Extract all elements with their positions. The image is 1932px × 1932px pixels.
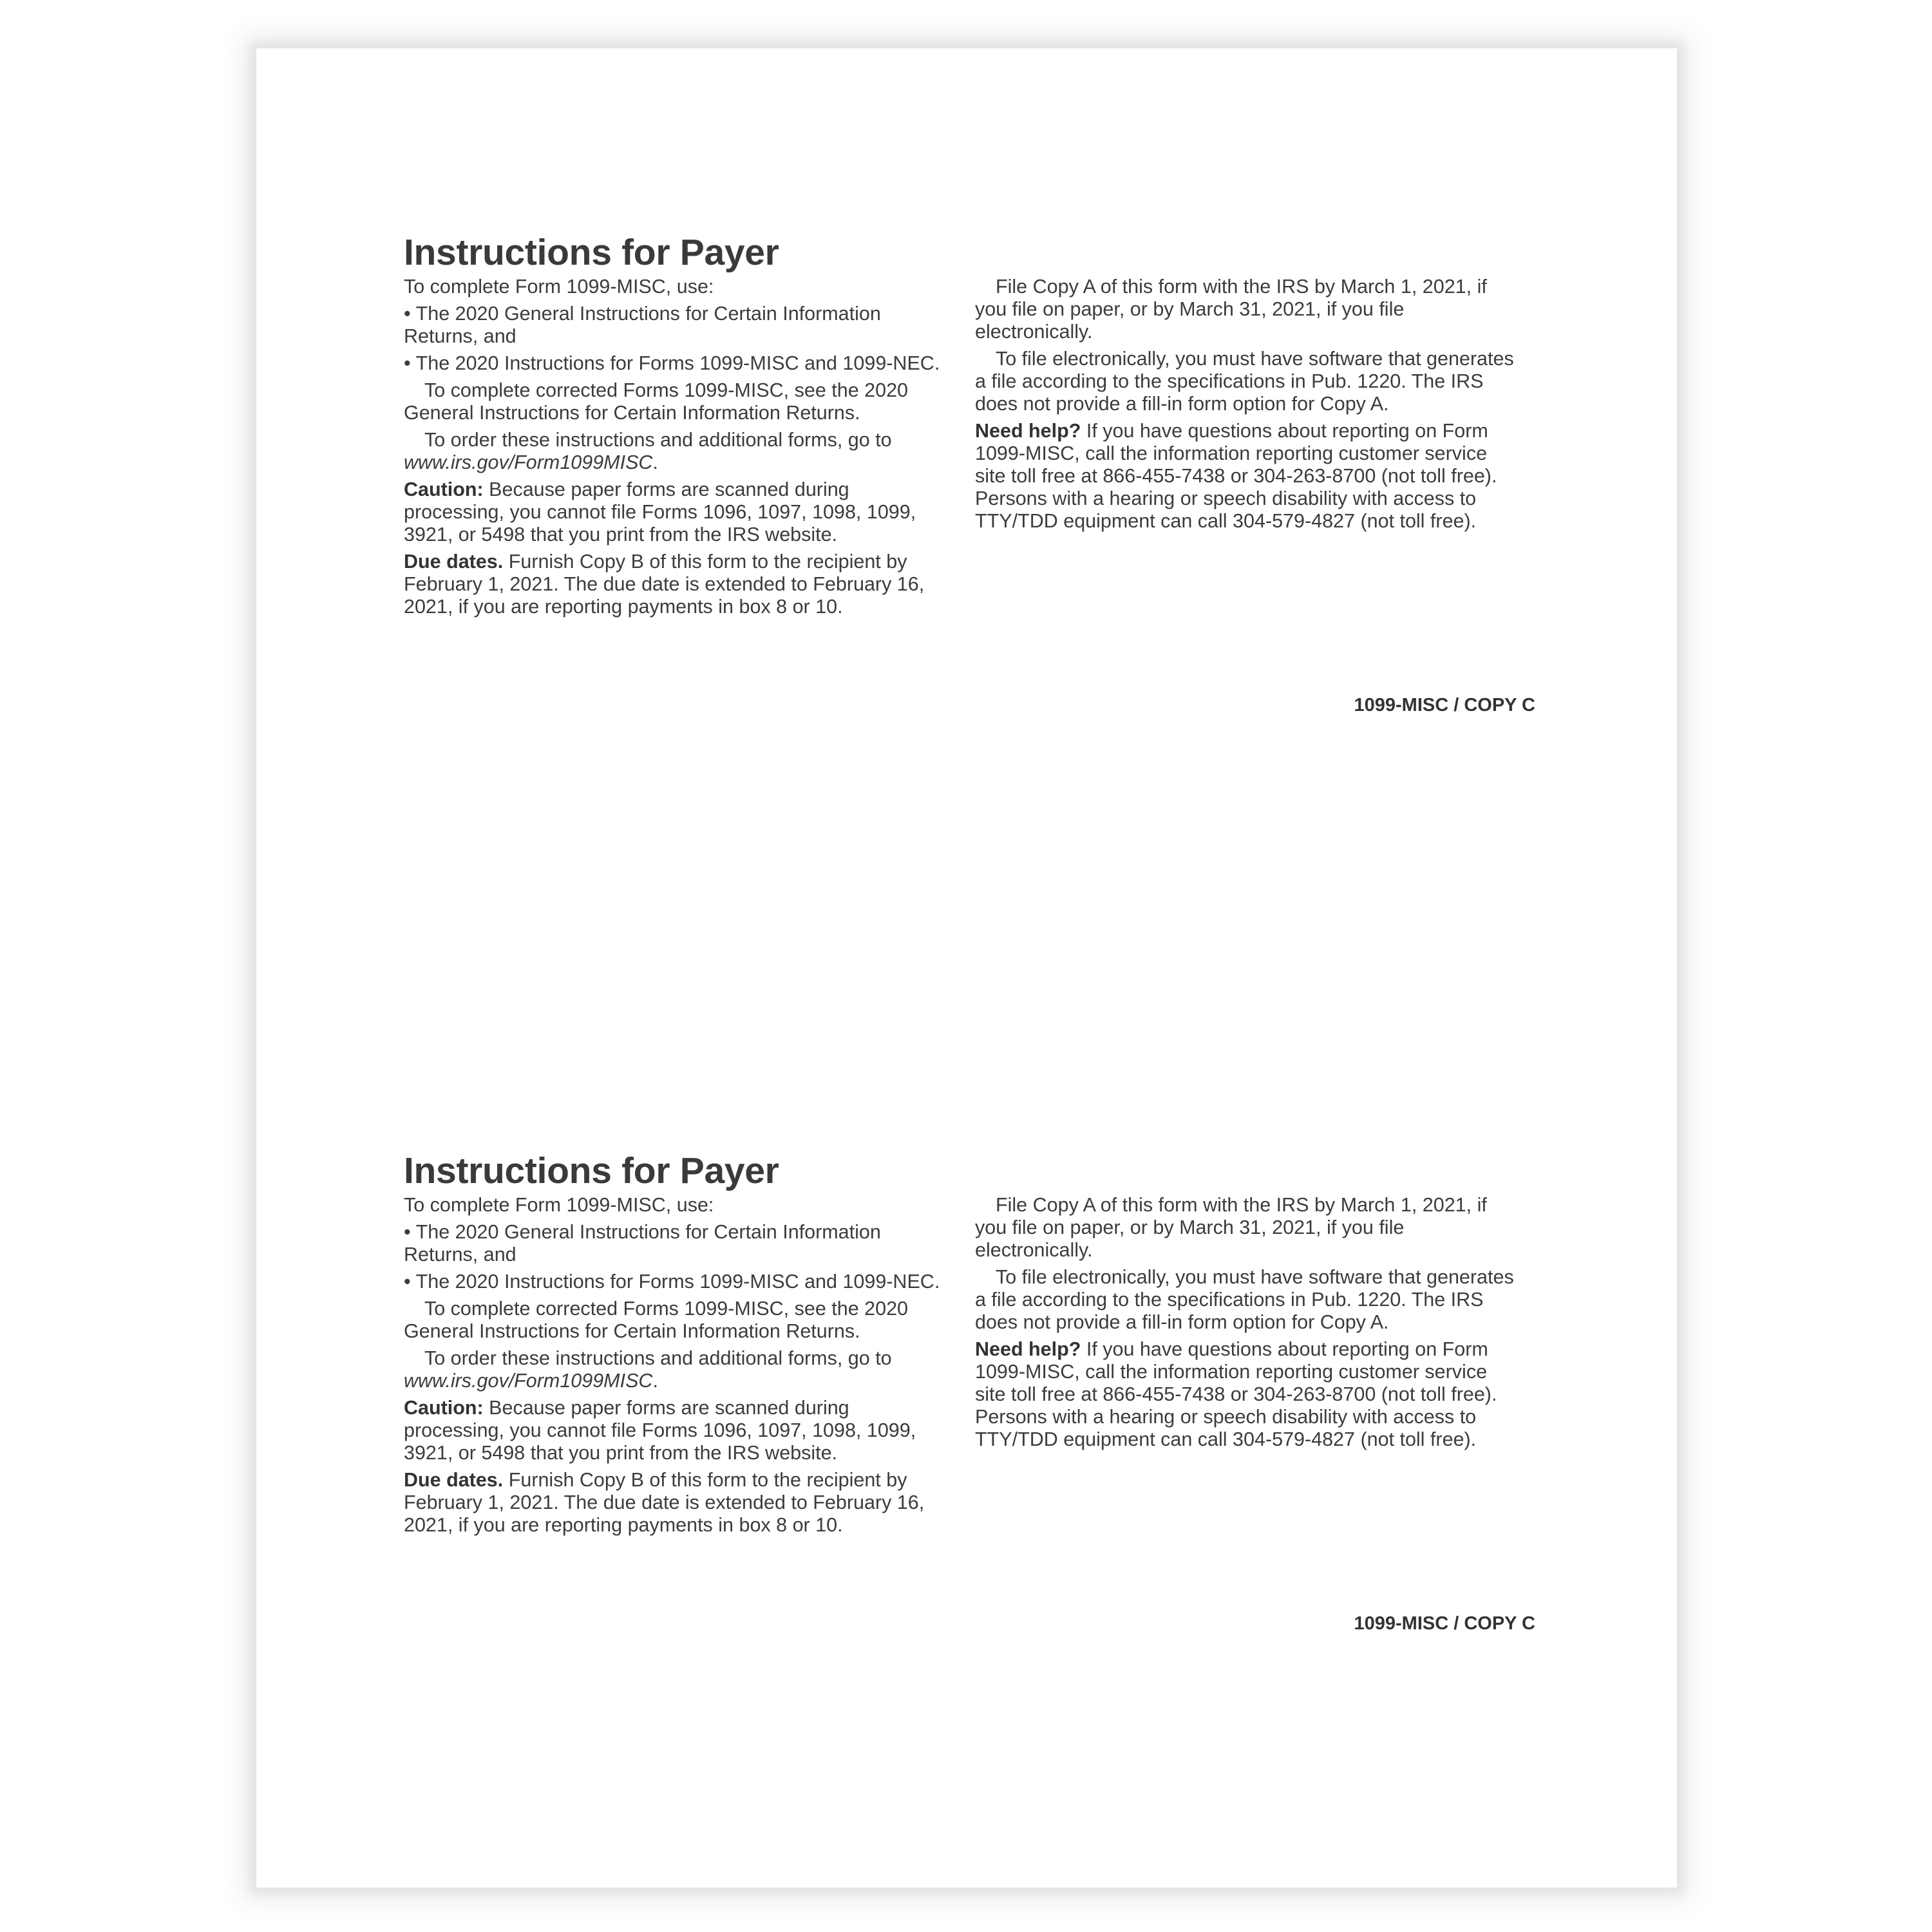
intro-text: To complete Form 1099-MISC, use:: [404, 1194, 714, 1216]
right-column: [975, 1194, 1522, 1455]
bullet-general-instructions: • The 2020 General Instructions for Certain Information Returns, and: [404, 303, 881, 347]
electronic-filing-text: To file electronically, you must have software that generates a file according to the specifications in Pub. 1220. The IRS does not provide a fill-in form option for Copy A.: [975, 348, 1514, 415]
caution-text: Because paper forms are scanned during processing, you cannot file Forms 1096, 1097, 1098, 1099, 3921, or 5498 that you print from the IRS website.: [404, 478, 916, 545]
caution-paragraph: [404, 1397, 951, 1464]
corrected-forms-text: To complete corrected Forms 1099-MISC, see the 2020 General Instructions for Certain Information Returns.: [404, 379, 908, 424]
copy-label: 1099-MISC / COPY C: [1354, 1613, 1535, 1634]
irs-url: www.irs.gov/Form1099MISC: [404, 451, 653, 473]
page-title: Instructions for Payer: [404, 232, 779, 273]
copy-label: 1099-MISC / COPY C: [1354, 695, 1535, 715]
file-copy-a-text: File Copy A of this form with the IRS by March 1, 2021, if you file on paper, or by March 31, 2021, if you file electronically.: [975, 1194, 1487, 1261]
electronic-filing-text: To file electronically, you must have software that generates a file according to the specifications in Pub. 1220. The IRS does not provide a fill-in form option for Copy A.: [975, 1266, 1514, 1333]
due-dates-label: Due dates.: [404, 1469, 504, 1491]
caution-label: Caution:: [404, 1397, 484, 1419]
due-dates-paragraph: [404, 1469, 951, 1537]
order-end: .: [652, 451, 658, 473]
order-text: To order these instructions and additional forms, go to: [424, 429, 892, 451]
file-copy-a-text: File Copy A of this form with the IRS by March 1, 2021, if you file on paper, or by March 31, 2021, if you file electronically.: [975, 276, 1487, 343]
caution-text: Because paper forms are scanned during processing, you cannot file Forms 1096, 1097, 1098, 1099, 3921, or 5498 that you print from the IRS website.: [404, 1397, 916, 1464]
due-dates-text: Furnish Copy B of this form to the recipient by February 1, 2021. The due date is extended to February 16, 2021, if you are reporting payments in box 8 or 10.: [404, 1469, 925, 1536]
need-help-text: If you have questions about reporting on Form 1099-MISC, call the information reporting customer service site toll free at 866-455-7438 or 304-263-8700 (not toll free). Persons with a hearing or speech disability with access to TTY/TDD equipment can call 304-579-4827 (not toll free).: [975, 420, 1497, 532]
page-title: Instructions for Payer: [404, 1150, 779, 1191]
caution-paragraph: [404, 478, 951, 546]
irs-url: www.irs.gov/Form1099MISC: [404, 1370, 653, 1392]
due-dates-label: Due dates.: [404, 551, 504, 573]
corrected-forms-text: To complete corrected Forms 1099-MISC, see the 2020 General Instructions for Certain Information Returns.: [404, 1298, 908, 1342]
payer-instructions-top: [404, 229, 1535, 732]
left-column: [404, 1148, 951, 1541]
left-column: [404, 229, 951, 623]
order-end: .: [652, 1370, 658, 1392]
intro-text: To complete Form 1099-MISC, use:: [404, 276, 714, 298]
order-instructions: [404, 429, 951, 474]
order-instructions: [404, 1347, 951, 1392]
due-dates-text: Furnish Copy B of this form to the recipient by February 1, 2021. The due date is extended to February 16, 2021, if you are reporting payments in box 8 or 10.: [404, 551, 925, 618]
bullet-form-instructions: • The 2020 Instructions for Forms 1099-MISC and 1099-NEC.: [404, 352, 940, 374]
bullet-form-instructions: • The 2020 Instructions for Forms 1099-MISC and 1099-NEC.: [404, 1271, 940, 1293]
need-help-paragraph: [975, 420, 1522, 533]
payer-instructions-bottom: [404, 1148, 1535, 1650]
need-help-text: If you have questions about reporting on Form 1099-MISC, call the information reporting customer service site toll free at 866-455-7438 or 304-263-8700 (not toll free). Persons with a hearing or speech disability with access to TTY/TDD equipment can call 304-579-4827 (not toll free).: [975, 1338, 1497, 1450]
need-help-paragraph: [975, 1338, 1522, 1451]
right-column: [975, 276, 1522, 537]
need-help-label: Need help?: [975, 1338, 1081, 1360]
due-dates-paragraph: [404, 551, 951, 618]
need-help-label: Need help?: [975, 420, 1081, 442]
caution-label: Caution:: [404, 478, 484, 500]
bullet-general-instructions: • The 2020 General Instructions for Certain Information Returns, and: [404, 1221, 881, 1265]
order-text: To order these instructions and additional forms, go to: [424, 1347, 892, 1369]
